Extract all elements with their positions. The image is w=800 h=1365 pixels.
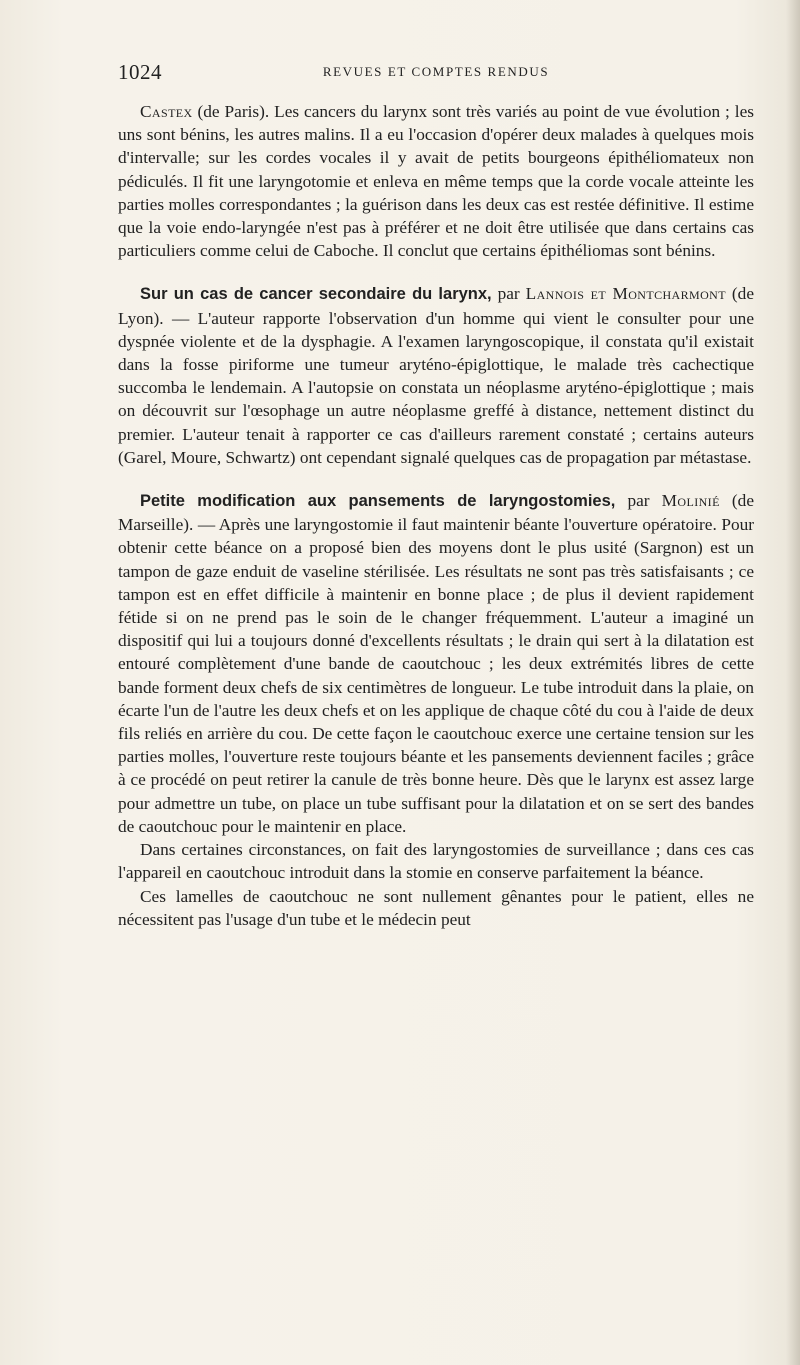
article-lannois — [118, 282, 754, 469]
article-molinie — [118, 489, 754, 838]
page-header — [118, 60, 754, 84]
page-number: 1024 — [118, 60, 162, 84]
page-body — [118, 100, 754, 931]
article-by: par — [615, 491, 662, 511]
article-author: Molinié — [661, 491, 720, 511]
page-edge-shadow — [786, 0, 800, 1365]
article-title: Sur un cas de cancer secondaire du larynx, — [140, 285, 492, 304]
article-title: Petite modification aux pansements de laryngostomies, — [140, 492, 616, 511]
article-author: Castex — [140, 102, 193, 121]
article-text: (de Paris). Les cancers du larynx sont très variés au point de vue évolution ; les uns sont bénins, les autres malins. Il a eu l'occasion d'opérer deux malades à quelques mois d'intervalle; sur les cordes vocales il y avait de petits bourgeons épithéliomateux non pédiculés. Il fit une laryngotomie et enleva en même temps que la corde vocale atteinte les parties molles correspondantes ; la guérison dans les deux cas est restée définitive. Il estime que la voie endo-laryngée n'est pas à préférer et ne doit être utilisée que dans certains cas particuliers comme celui de Caboche. Il conclut que certains épithéliomas sont bénins. — [118, 102, 754, 261]
article-castex — [118, 100, 754, 262]
paragraph: Dans certaines circonstances, on fait des laryngostomies de surveillance ; dans ces cas l'appareil en caoutchouc introduit dans la stomie en conserve parfaitement la béance. — [118, 840, 754, 883]
article-by: par — [491, 284, 526, 304]
running-title: REVUES ET COMPTES RENDUS — [322, 64, 550, 79]
article-text: (de Lyon). — L'auteur rapporte l'observation d'un homme qui vient le consulter pour une dyspnée violente et de la dysphagie. A l'examen laryngoscopique, il constata qu'il existait dans la fosse piriforme une tumeur aryténo-épiglottique, le malade très cachectique succomba le lendemain. A l'autopsie on constata un néoplasme aryténo-épiglottique ; mais on découvrit sur l'œsophage un autre néoplasme greffé à distance, nettement distinct du premier. L'auteur tenait à rapporter ce cas d'ailleurs rarement constaté ; certains auteurs (Garel, Moure, Schwartz) ont cependant signalé quelques cas de propagation par métastase. — [118, 284, 754, 467]
article-text: (de Marseille). — Après une laryngostomie il faut maintenir béante l'ouverture opératoire. Pour obtenir cette béance on a proposé bien des moyens dont le plus usité (Sargnon) est un tampon de gaze enduit de vaseline stérilisée. Les résultats ne sont pas très satisfaisants ; ce tampon est en effet difficile à maintenir en bonne place ; de plus il devient rapidement fétide si on ne prend pas le soin de le changer fréquemment. L'auteur a imaginé un dispositif qui lui a toujours donné d'excellents résultats ; le drain qui sert à la dilatation est entouré complètement d'une bande de caoutchouc ; les deux extrémités libres de cette bande forment deux chefs de six centimètres de longueur. Le tube introduit dans la plaie, on écarte l'un de l'autre les deux chefs et on les applique de chaque côté du cou à l'aide de deux fils reliés en arrière du cou. De cette façon le caoutchouc exerce une certaine tension sur les parties molles, l'ouverture reste toujours béante et les pansements deviennent faciles ; grâce à ce procédé on peut retirer la canule de très bonne heure. Dès que le larynx est assez large pour admettre un tube, on place un tube suffisant pour la dilatation et on se sert des bandes de caoutchouc pour le maintenir en place. — [118, 491, 754, 836]
paragraph: Ces lamelles de caoutchouc ne sont nullement gênantes pour le patient, elles ne nécessitent pas l'usage d'un tube et le médecin peut — [118, 886, 754, 929]
article-author: Lannois et Montcharmont — [525, 284, 726, 304]
